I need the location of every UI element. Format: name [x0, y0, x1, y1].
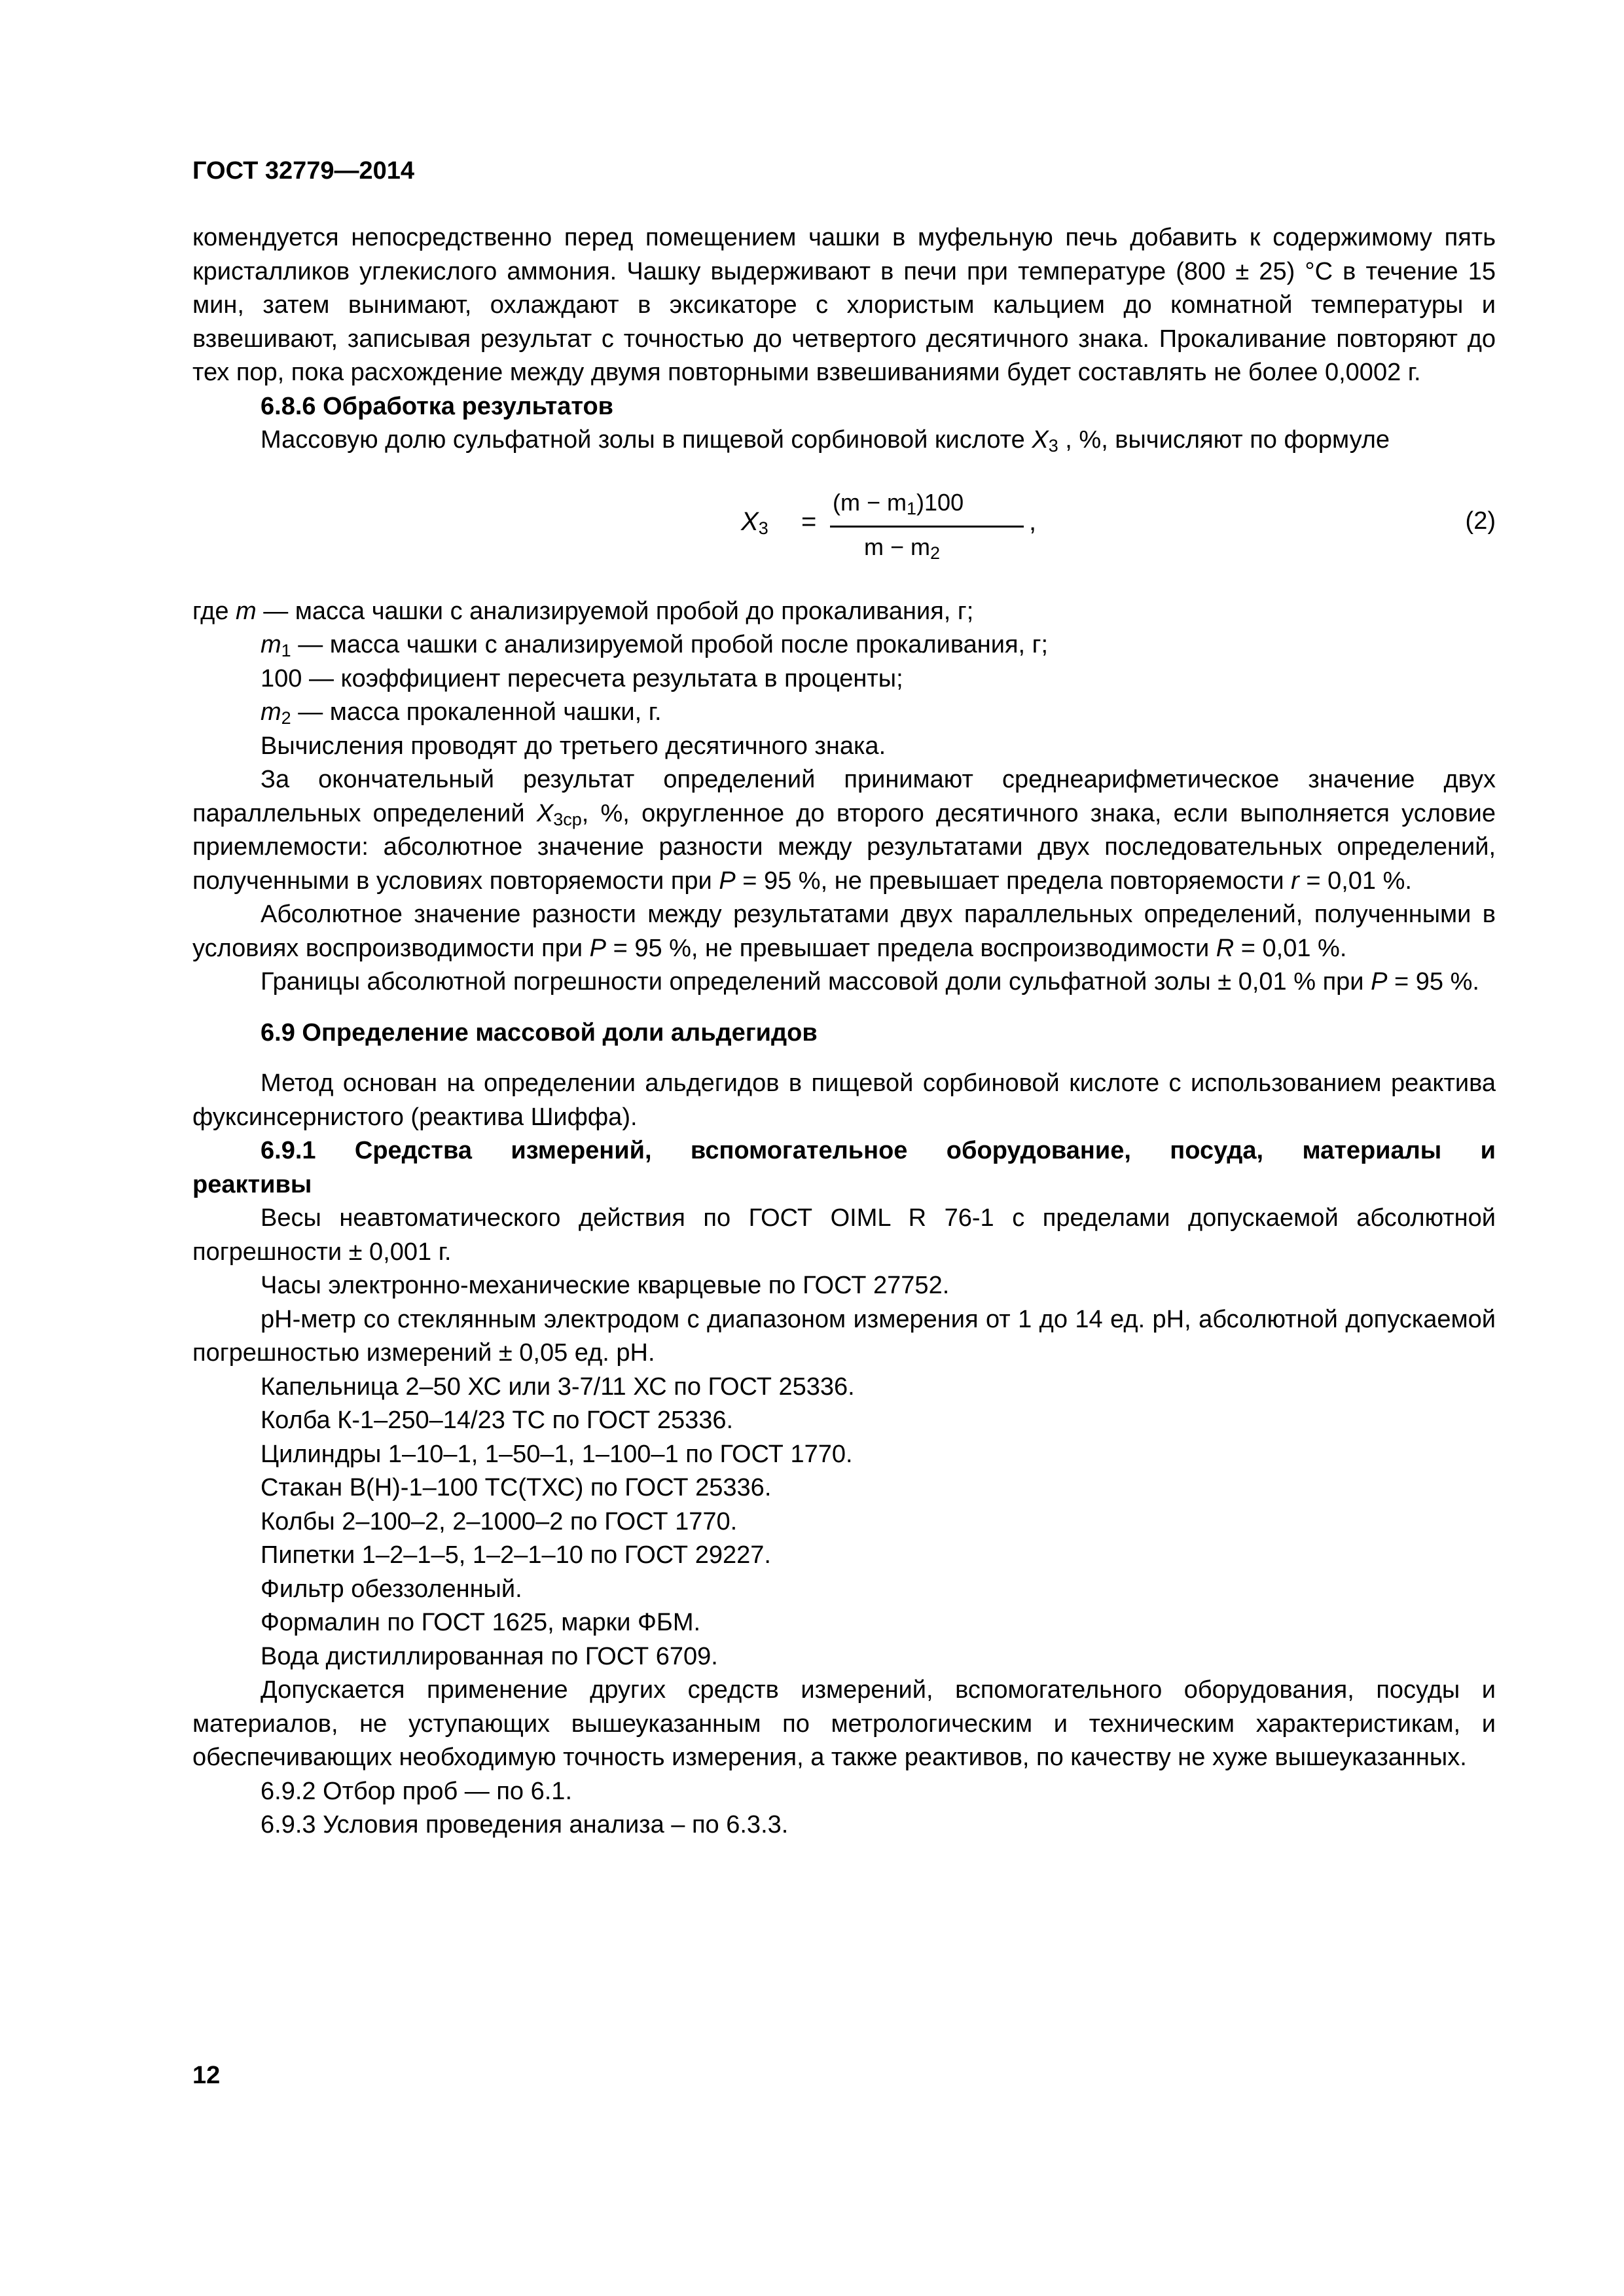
list-item: Вода дистиллированная по ГОСТ 6709. — [261, 1642, 718, 1670]
document-header: ГОСТ 32779—2014 — [192, 157, 415, 185]
where-line: где m — масса чашки с анализируемой пробой до прокаливания, г; — [192, 597, 974, 625]
paragraph: Вычисления проводят до третьего десятичного знака. — [261, 732, 886, 760]
section-heading-6-9-1: 6.9.1 Средства измерений, вспомогательное оборудование, посуда, материалы и — [261, 1137, 1496, 1164]
section-heading-6-8-6: 6.8.6 Обработка результатов — [261, 392, 614, 420]
paragraph: pH-метр со стеклянным электродом с диапазоном измерения от 1 до 14 ед. pH, абсолютной допускаемой погрешностью измерений ± 0,05 ед. pH. — [192, 1305, 1496, 1367]
paragraph: комендуется непосредственно перед помещением чашки в муфельную печь добавить к содержимому пять кристалликов углекислого аммония. Чашку выдерживают в печи при температуре (800 ± 25) °С в течение 15 мин, затем вынимают, охлаждают в эксикаторе с хлористым кальцием до комнатной температуры и взвешивают, записывая результат с точностью до четвертого десятичного знака. Прокаливание повторяют до тех пор, пока расхождение между двумя повторными взвешиваниями будет составлять не более 0,0002 г. — [192, 224, 1496, 386]
list-item: Цилиндры 1–10–1, 1–50–1, 1–100–1 по ГОСТ 1770. — [261, 1440, 853, 1468]
list-item: Капельница 2–50 ХС или 3-7/11 ХС по ГОСТ 25336. — [261, 1372, 855, 1401]
page-number: 12 — [192, 2062, 221, 2089]
section-heading-6-9: 6.9 Определение массовой доли альдегидов — [261, 1018, 818, 1047]
where-line: 100 — коэффициент пересчета результата в проценты; — [261, 664, 903, 692]
formula — [741, 482, 1037, 574]
formula-number: (2) — [1465, 507, 1496, 535]
formula-lhs: $X_3$ — [741, 507, 768, 538]
section-heading-6-9-1-cont: реактивы — [192, 1170, 312, 1198]
list-item: Формалин по ГОСТ 1625, марки ФБМ. — [261, 1609, 701, 1636]
formula-numerator: $(m - m_1)100$ — [833, 488, 964, 518]
paragraph: Границы абсолютной погрешности определений массовой доли сульфатной золы ± 0,01 % при P = 95 %. — [261, 968, 1479, 996]
formula-comma: , — [1029, 507, 1037, 536]
where-line: $m_2$ — масса прокаленной чашки, г. — [261, 698, 662, 728]
paragraph: Массовую долю сульфатной золы в пищевой сорбиновой кислоте $X_3$ , %, вычисляют по формуле — [261, 426, 1390, 456]
page-body — [192, 221, 1496, 1842]
list-item: Колба К-1–250–14/23 ТС по ГОСТ 25336. — [261, 1407, 734, 1434]
paragraph: Часы электронно-механические кварцевые по ГОСТ 27752. — [261, 1272, 950, 1299]
paragraph: 6.9.3 Условия проведения анализа – по 6.3.3. — [261, 1811, 789, 1839]
paragraph: 6.9.2 Отбор проб — по 6.1. — [261, 1777, 573, 1805]
formula-equals: = — [801, 507, 817, 536]
list-item: Фильтр обеззоленный. — [261, 1575, 522, 1603]
paragraph: Весы неавтоматического действия по ГОСТ OIML R 76-1 с пределами допускаемой абсолютной погрешности ± 0,001 г. — [192, 1204, 1496, 1266]
list-item: Колбы 2–100–2, 2–1000–2 по ГОСТ 1770. — [261, 1507, 738, 1535]
paragraph: За окончательный результат определений принимают среднеарифметическое значение двух параллельных определений $X_{3ср}$, %, округленное до второго десятичного знака, если выполняется условие приемлемости: абсолютное значение разности между результатами двух последовательных определений, полученными в условиях повторяемости при P = 95 %, не превышает предела повторяемости r = 0,01 %. — [192, 766, 1496, 895]
where-line: $m_1$ — масса чашки с анализируемой пробой после прокаливания, г; — [261, 631, 1049, 660]
fraction-bar — [830, 526, 1024, 528]
paragraph: Абсолютное значение разности между результатами двух параллельных определений, полученными в условиях воспроизводимости при P = 95 %, не превышает предела воспроизводимости R = 0,01 %. — [192, 901, 1496, 962]
list-item: Стакан В(Н)-1–100 ТС(ТХС) по ГОСТ 25336. — [261, 1474, 772, 1501]
paragraph: Метод основан на определении альдегидов в пищевой сорбиновой кислоте с использованием реактива фуксинсернистого (реактива Шиффа). — [192, 1069, 1496, 1131]
formula-denominator: $m - m_2$ — [864, 533, 941, 563]
list-item: Пипетки 1–2–1–5, 1–2–1–10 по ГОСТ 29227. — [261, 1541, 771, 1569]
formula-block — [192, 464, 1496, 595]
paragraph: Допускается применение других средств измерений, вспомогательного оборудования, посуды и материалов, не уступающих вышеуказанным по метрологическим и техническим характеристикам, и обеспечивающих необходимую точность измерения, а также реактивов, по качеству не хуже вышеуказанных. — [192, 1676, 1496, 1771]
